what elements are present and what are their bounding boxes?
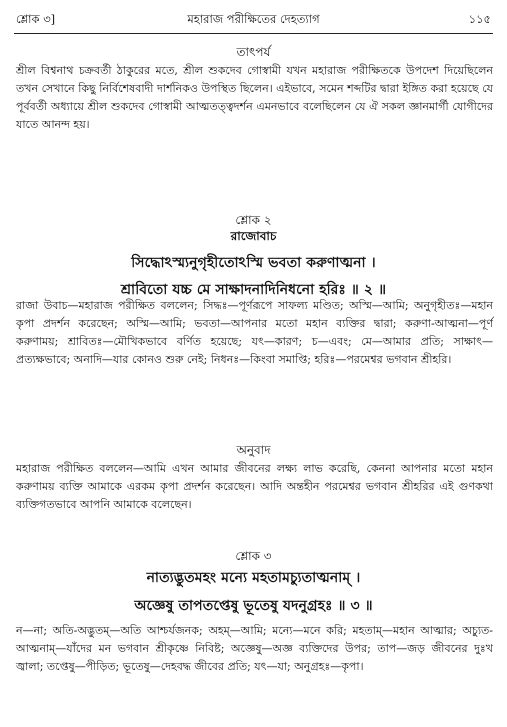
- verse-3-synonyms: ন—না; অতি-অদ্ভুতম্—অতি আশ্চর্যজনক; অহম্—আমি; মন্যে—মনে করি; মহতাম্—মহান আত্মার; অচ্যুত-আত্মনাম্—যাঁদের মন ভগবান শ্রীকৃষ্ণে নিবিষ্ট; অজ্ঞেষু—অজ্ঞ ব্যক্তিদের উপর; তাপ—জড় জীবনের দুঃখ জ্বালা; তপ্তেষু—পীড়িত; ভূতেষু—দেহবদ্ধ জীবের প্রতি; যৎ—যা; অনুগ্রহঃ—কৃপা।: [16, 624, 493, 673]
- page-number: ১১৫: [468, 12, 491, 26]
- translation-heading: অনুবাদ: [236, 443, 271, 457]
- verse-2-synonyms: রাজা উবাচ—মহারাজ পরীক্ষিত বললেন; সিদ্ধঃ—পূর্ণরূপে সাফল্য মণ্ডিত; অস্মি—আমি; অনুগৃহীতঃ—মহান কৃপা প্রদর্শন করেছেন; অস্মি—আমি; ভবতা—আপনার মতো মহান ব্যক্তির দ্বারা; করুণা-আত্মনা—পূর্ণ করুণাময়; শ্রাবিতঃ—মৌখিকভাবে বর্ণিত হয়েছে; যৎ—কারণ; চ—এবং; মে—আমার প্রতি; সাক্ষাৎ—প্রত্যক্ষভাবে; অনাদি—যার কোনও শুরু নেই; নিধনঃ—কিংবা সমাপ্তি; হরিঃ—পরমেশ্বর ভগবান শ্রীহরি।: [16, 299, 493, 366]
- verse-2-speaker: রাজোবাচ: [230, 229, 277, 243]
- verse-3-text: [16, 566, 491, 618]
- running-head-verse-ref: শ্লোক ৩]: [16, 12, 56, 26]
- verse-3-line-1: নাত্যদ্ভুতমহং মন্যে মহতামচ্যুতাত্মনাম্ ।: [146, 570, 361, 586]
- purport-text: শ্রীল বিশ্বনাথ চক্রবর্তী ঠাকুরের মতে, শ্রীল শুকদেব গোস্বামী যখন মহারাজ পরীক্ষিতকে উপদেশ দিয়েছিলেন তখন সেখানে কিছু নির্বিশেষবাদী দার্শনিকও উপস্থিত ছিলেন। এইভাবে, সমেন শব্দটির দ্বারা ইঙ্গিত করা হয়েছে যে পূর্ববর্তী অধ্যায়ে শ্রীল শুকদেব গোস্বামী আত্মতত্ত্বদর্শন এমনভাবে বলেছিলেন যে ঐ সকল জ্ঞানমার্গী যোগীদের যাতে আনন্দ হয়।: [16, 64, 493, 131]
- verse-2-text: [16, 228, 491, 302]
- purport-heading: তাৎপর্য: [236, 45, 271, 59]
- verse-3-line-2: অজ্ঞেষু তাপতপ্তেষু ভূতেষু যদনুগ্রহঃ ॥ ৩ ॥: [134, 598, 373, 614]
- header-rule: [14, 33, 493, 34]
- verse-3-heading: শ্লোক ৩: [235, 549, 272, 563]
- running-head: [16, 8, 491, 30]
- verse-2-line-2: শ্রাবিতো যচ্চ মে সাক্ষাদনাদিনিধনো হরিঃ ॥ ২ ॥: [120, 282, 387, 298]
- verse-2-translation: মহারাজ পরীক্ষিত বললেন—আমি এখন আমার জীবনের লক্ষ্য লাভ করেছি, কেননা আপনার মতো মহান করুণাময় ব্যক্তি আমাকে এরকম কৃপা প্রদর্শন করেছেন। আদি অন্তহীন পরমেশ্বর ভগবান শ্রীহরির এই গুণকথা ব্যক্তিগতভাবে আপনি আমাকে বলেছেন।: [16, 462, 493, 511]
- running-head-chapter-title: মহারাজ পরীক্ষিতের দেহত্যাগ: [187, 12, 320, 26]
- verse-2-line-1: সিদ্ধোঽস্ম্যনুগৃহীতোঽস্মি ভবতা করুণাত্মনা ।: [131, 255, 376, 271]
- verse-2-heading: শ্লোক ২: [235, 213, 272, 227]
